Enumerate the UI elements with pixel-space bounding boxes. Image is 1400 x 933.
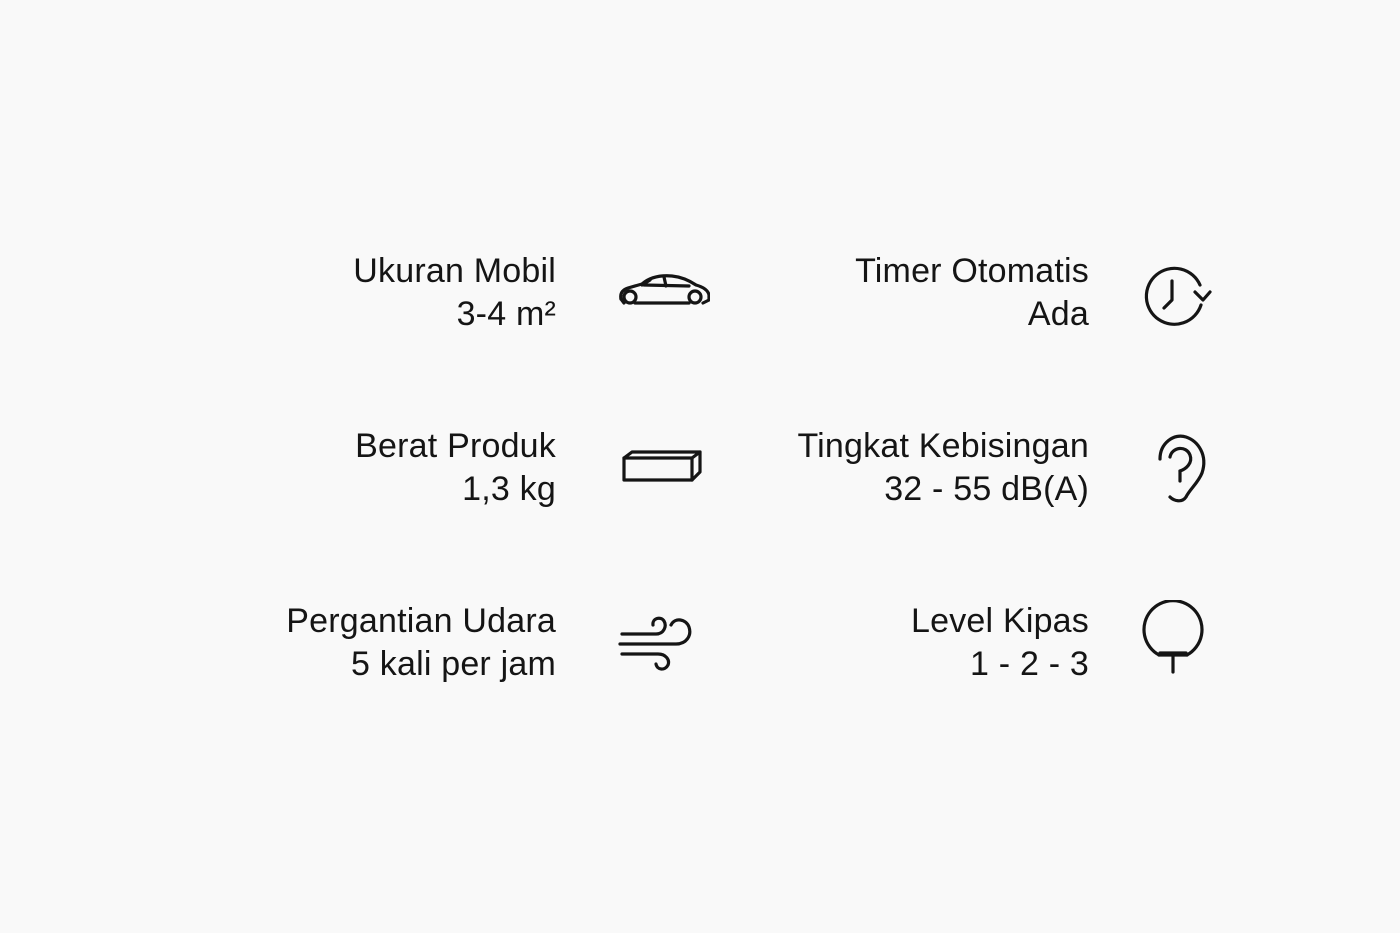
timer-icon xyxy=(1126,250,1222,340)
spec-timer-text xyxy=(855,250,1089,336)
spec-value: 1 - 2 - 3 xyxy=(970,645,1089,683)
spec-label: Timer Otomatis xyxy=(855,252,1089,290)
spec-value: 1,3 kg xyxy=(462,470,556,508)
spec-value: Ada xyxy=(1027,295,1089,333)
spec-value: 5 kali per jam xyxy=(351,645,556,683)
fan-level-icon xyxy=(1126,600,1222,690)
spec-fan-level-text xyxy=(911,600,1089,686)
spec-noise xyxy=(489,425,1089,515)
spec-label: Tingkat Kebisingan xyxy=(797,427,1089,465)
spec-noise-text xyxy=(797,425,1089,511)
spec-label: Pergantian Udara xyxy=(286,602,556,640)
spec-label: Ukuran Mobil xyxy=(353,252,556,290)
spec-timer xyxy=(489,250,1089,340)
spec-label: Level Kipas xyxy=(911,602,1089,640)
spec-label: Berat Produk xyxy=(355,427,556,465)
ear-icon xyxy=(1126,425,1222,515)
spec-value: 32 - 55 dB(A) xyxy=(884,470,1089,508)
spec-fan-level xyxy=(489,600,1089,690)
spec-value: 3-4 m² xyxy=(456,295,556,333)
